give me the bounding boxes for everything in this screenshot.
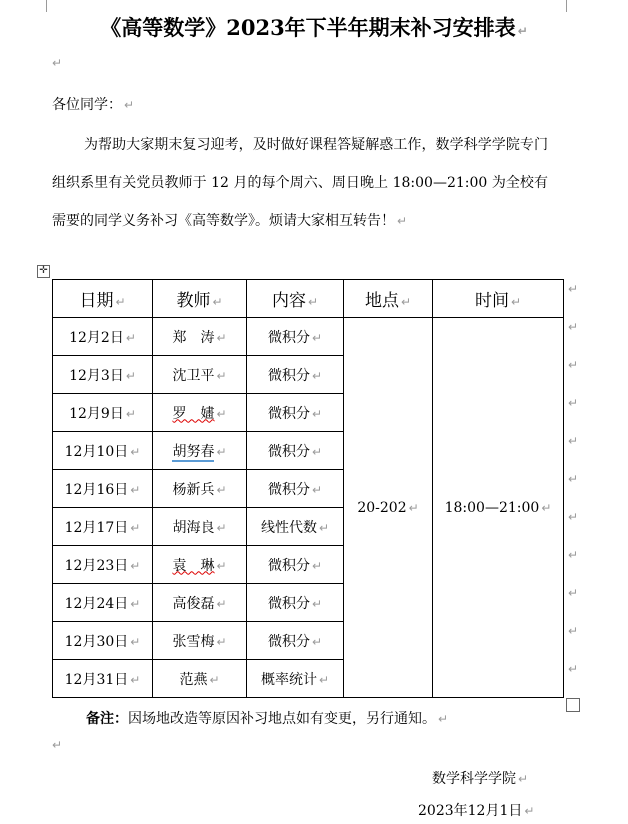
- cell-date[interactable]: [53, 394, 153, 432]
- empty-paragraph[interactable]: [50, 56, 62, 71]
- header-label: 日期: [79, 291, 114, 311]
- cell-content[interactable]: [247, 318, 344, 356]
- crop-mark-top-right: [566, 0, 579, 12]
- salutation-text: 各位同学：: [52, 97, 122, 113]
- row-end-mark-icon: ↵: [568, 585, 579, 600]
- cell-date-text: 12月23日: [64, 557, 129, 574]
- header-label: 地点: [364, 291, 399, 311]
- cell-mark-icon: ↵: [130, 444, 141, 459]
- paragraph-mark-icon: ↵: [124, 98, 135, 112]
- cell-content-text: 微积分: [267, 557, 310, 574]
- cell-mark-icon: ↵: [311, 634, 323, 649]
- cell-mark-icon: ↵: [216, 330, 227, 345]
- cell-content-text: 微积分: [267, 481, 310, 498]
- table-row: [53, 318, 564, 356]
- cell-mark-icon: ↵: [130, 672, 141, 687]
- cell-mark-icon: ↵: [307, 295, 319, 309]
- cell-teacher-text: 范燕: [179, 671, 208, 688]
- cell-teacher-text: 沈卫平: [172, 367, 215, 384]
- cell-mark-icon: ↵: [115, 295, 126, 309]
- cell-time-text: 18:00—21:00: [444, 499, 540, 516]
- cell-content-text: 概率统计: [260, 671, 317, 688]
- cell-content-text: 微积分: [267, 405, 310, 422]
- cell-date-text: 12月2日: [69, 329, 124, 346]
- cell-mark-icon: ↵: [216, 596, 227, 611]
- row-end-mark-icon: ↵: [568, 281, 579, 296]
- sign-date[interactable]: [418, 800, 534, 820]
- cell-date[interactable]: [53, 546, 153, 584]
- cell-date-text: 12月17日: [64, 519, 129, 536]
- cell-mark-icon: ↵: [311, 330, 323, 345]
- header-cell-time[interactable]: [433, 280, 564, 318]
- cell-content-text: 微积分: [267, 367, 310, 384]
- row-end-mark-icon: ↵: [568, 395, 579, 410]
- cell-teacher-text: 罗 嫿: [172, 405, 215, 422]
- document-title[interactable]: [0, 12, 628, 42]
- cell-date-text: 12月31日: [64, 671, 129, 688]
- cell-teacher[interactable]: [153, 432, 247, 470]
- cell-mark-icon: ↵: [311, 406, 323, 421]
- row-end-mark-icon: ↵: [568, 433, 579, 448]
- cell-mark-icon: ↵: [311, 444, 323, 459]
- table-move-handle-icon[interactable]: ✛: [37, 265, 50, 278]
- cell-time[interactable]: [433, 318, 564, 698]
- cell-mark-icon: ↵: [311, 482, 323, 497]
- cell-content[interactable]: [247, 622, 344, 660]
- empty-paragraph[interactable]: [50, 738, 62, 753]
- cell-mark-icon: ↵: [408, 500, 419, 515]
- cell-teacher[interactable]: [153, 622, 247, 660]
- header-cell-date[interactable]: [53, 280, 153, 318]
- title-text: 《高等数学》2023年下半年期末补习安排表: [100, 15, 516, 40]
- cell-mark-icon: ↵: [216, 634, 227, 649]
- cell-mark-icon: ↵: [125, 368, 136, 383]
- header-cell-teacher[interactable]: [153, 280, 247, 318]
- cell-teacher-text: 袁 琳: [172, 557, 215, 574]
- cell-mark-icon: ↵: [318, 672, 330, 687]
- cell-content-text: 线性代数: [260, 519, 317, 536]
- cell-teacher-text: 张雪梅: [172, 633, 215, 650]
- cell-mark-icon: ↵: [216, 558, 227, 573]
- paragraph-mark-icon: ↵: [438, 712, 449, 726]
- row-end-mark-icon: ↵: [568, 661, 579, 676]
- cell-location-text: 20-202: [357, 499, 407, 516]
- header-cell-location[interactable]: [344, 280, 433, 318]
- salutation[interactable]: [52, 94, 134, 114]
- header-label: 教师: [176, 291, 211, 311]
- cell-teacher[interactable]: [153, 356, 247, 394]
- row-end-mark-icon: ↵: [568, 509, 579, 524]
- signature-text: 数学科学学院: [432, 771, 516, 787]
- cell-content-text: 微积分: [267, 443, 310, 460]
- cell-content[interactable]: [247, 470, 344, 508]
- intro-text: 为帮助大家期末复习迎考，及时做好课程答疑解惑工作，数学科学学院专门组织系里有关党员教师于 12 月的每个周六、周日晚上 18:00—21:00 为全校有需要的同学义务补习《高等数学》。烦请大家相互转告！: [52, 137, 548, 229]
- cell-content[interactable]: [247, 432, 344, 470]
- cell-mark-icon: ↵: [209, 672, 220, 687]
- cell-mark-icon: ↵: [125, 330, 136, 345]
- note-label: 备注：: [86, 711, 128, 727]
- cell-teacher[interactable]: [153, 318, 247, 356]
- cell-mark-icon: ↵: [541, 500, 552, 515]
- cell-date[interactable]: [53, 356, 153, 394]
- cell-mark-icon: ↵: [216, 368, 227, 383]
- cell-mark-icon: ↵: [130, 482, 141, 497]
- cell-teacher[interactable]: [153, 584, 247, 622]
- cell-mark-icon: ↵: [130, 558, 141, 573]
- cell-content[interactable]: [247, 546, 344, 584]
- cell-teacher[interactable]: [153, 546, 247, 584]
- cell-teacher[interactable]: [153, 394, 247, 432]
- paragraph-mark-icon: ↵: [397, 214, 408, 228]
- cell-date-text: 12月10日: [64, 443, 129, 460]
- table-resize-handle[interactable]: [566, 698, 580, 712]
- cell-teacher-text: 胡努春: [172, 443, 215, 460]
- row-end-mark-icon: ↵: [568, 357, 579, 372]
- cell-mark-icon: ↵: [130, 520, 141, 535]
- row-end-mark-icon: ↵: [568, 547, 579, 562]
- cell-teacher-text: 郑 涛: [172, 329, 215, 346]
- paragraph-mark-icon: ↵: [52, 56, 63, 70]
- cell-date-text: 12月24日: [64, 595, 129, 612]
- cell-mark-icon: ↵: [311, 368, 323, 383]
- cell-content-text: 微积分: [267, 329, 310, 346]
- cell-date[interactable]: [53, 432, 153, 470]
- row-end-mark-icon: ↵: [568, 471, 579, 486]
- cell-date[interactable]: [53, 318, 153, 356]
- cell-mark-icon: ↵: [510, 295, 522, 309]
- row-end-mark-icon: ↵: [568, 319, 579, 334]
- cell-mark-icon: ↵: [216, 406, 227, 421]
- paragraph-mark-icon: ↵: [524, 804, 535, 818]
- cell-mark-icon: ↵: [130, 634, 141, 649]
- cell-date[interactable]: [53, 508, 153, 546]
- cell-mark-icon: ↵: [130, 596, 141, 611]
- cell-teacher[interactable]: [153, 470, 247, 508]
- note-text: 因场地改造等原因补习地点如有变更，另行通知。: [128, 711, 436, 727]
- cell-content[interactable]: [247, 508, 344, 546]
- note-paragraph[interactable]: [86, 708, 448, 728]
- table-header-row: [53, 280, 564, 318]
- cell-mark-icon: ↵: [125, 406, 136, 421]
- cell-date-text: 12月9日: [69, 405, 124, 422]
- cell-date[interactable]: [53, 470, 153, 508]
- schedule-table[interactable]: [52, 279, 564, 698]
- cell-date[interactable]: [53, 660, 153, 698]
- signature[interactable]: [432, 768, 528, 788]
- cell-content[interactable]: [247, 660, 344, 698]
- cell-teacher-text: 杨新兵: [172, 481, 215, 498]
- cell-mark-icon: ↵: [216, 444, 227, 459]
- cell-mark-icon: ↵: [212, 295, 223, 309]
- cell-teacher-text: 胡海良: [172, 519, 215, 536]
- cell-content-text: 微积分: [267, 633, 310, 650]
- header-label: 时间: [474, 291, 509, 311]
- paragraph-mark-icon: ↵: [52, 738, 63, 752]
- paragraph-mark-icon: ↵: [518, 772, 529, 786]
- intro-paragraph[interactable]: [52, 126, 548, 240]
- cell-location[interactable]: [344, 318, 433, 698]
- cell-mark-icon: ↵: [400, 295, 412, 309]
- cell-content[interactable]: [247, 356, 344, 394]
- cell-date[interactable]: [53, 622, 153, 660]
- cell-content[interactable]: [247, 584, 344, 622]
- crop-mark-top-left: [34, 0, 47, 12]
- cell-teacher-text: 高俊磊: [172, 595, 215, 612]
- cell-mark-icon: ↵: [311, 596, 323, 611]
- cell-date-text: 12月30日: [64, 633, 129, 650]
- cell-mark-icon: ↵: [318, 520, 330, 535]
- cell-date-text: 12月3日: [69, 367, 124, 384]
- cell-teacher[interactable]: [153, 508, 247, 546]
- sign-date-text: 2023年12月1日: [418, 803, 523, 819]
- cell-teacher[interactable]: [153, 660, 247, 698]
- paragraph-mark-icon: ↵: [517, 24, 528, 38]
- header-cell-content[interactable]: [247, 280, 344, 318]
- cell-mark-icon: ↵: [311, 558, 323, 573]
- cell-date-text: 12月16日: [64, 481, 129, 498]
- cell-content-text: 微积分: [267, 595, 310, 612]
- cell-mark-icon: ↵: [216, 520, 227, 535]
- cell-mark-icon: ↵: [216, 482, 227, 497]
- header-label: 内容: [271, 291, 306, 311]
- cell-content[interactable]: [247, 394, 344, 432]
- row-end-mark-icon: ↵: [568, 623, 579, 638]
- cell-date[interactable]: [53, 584, 153, 622]
